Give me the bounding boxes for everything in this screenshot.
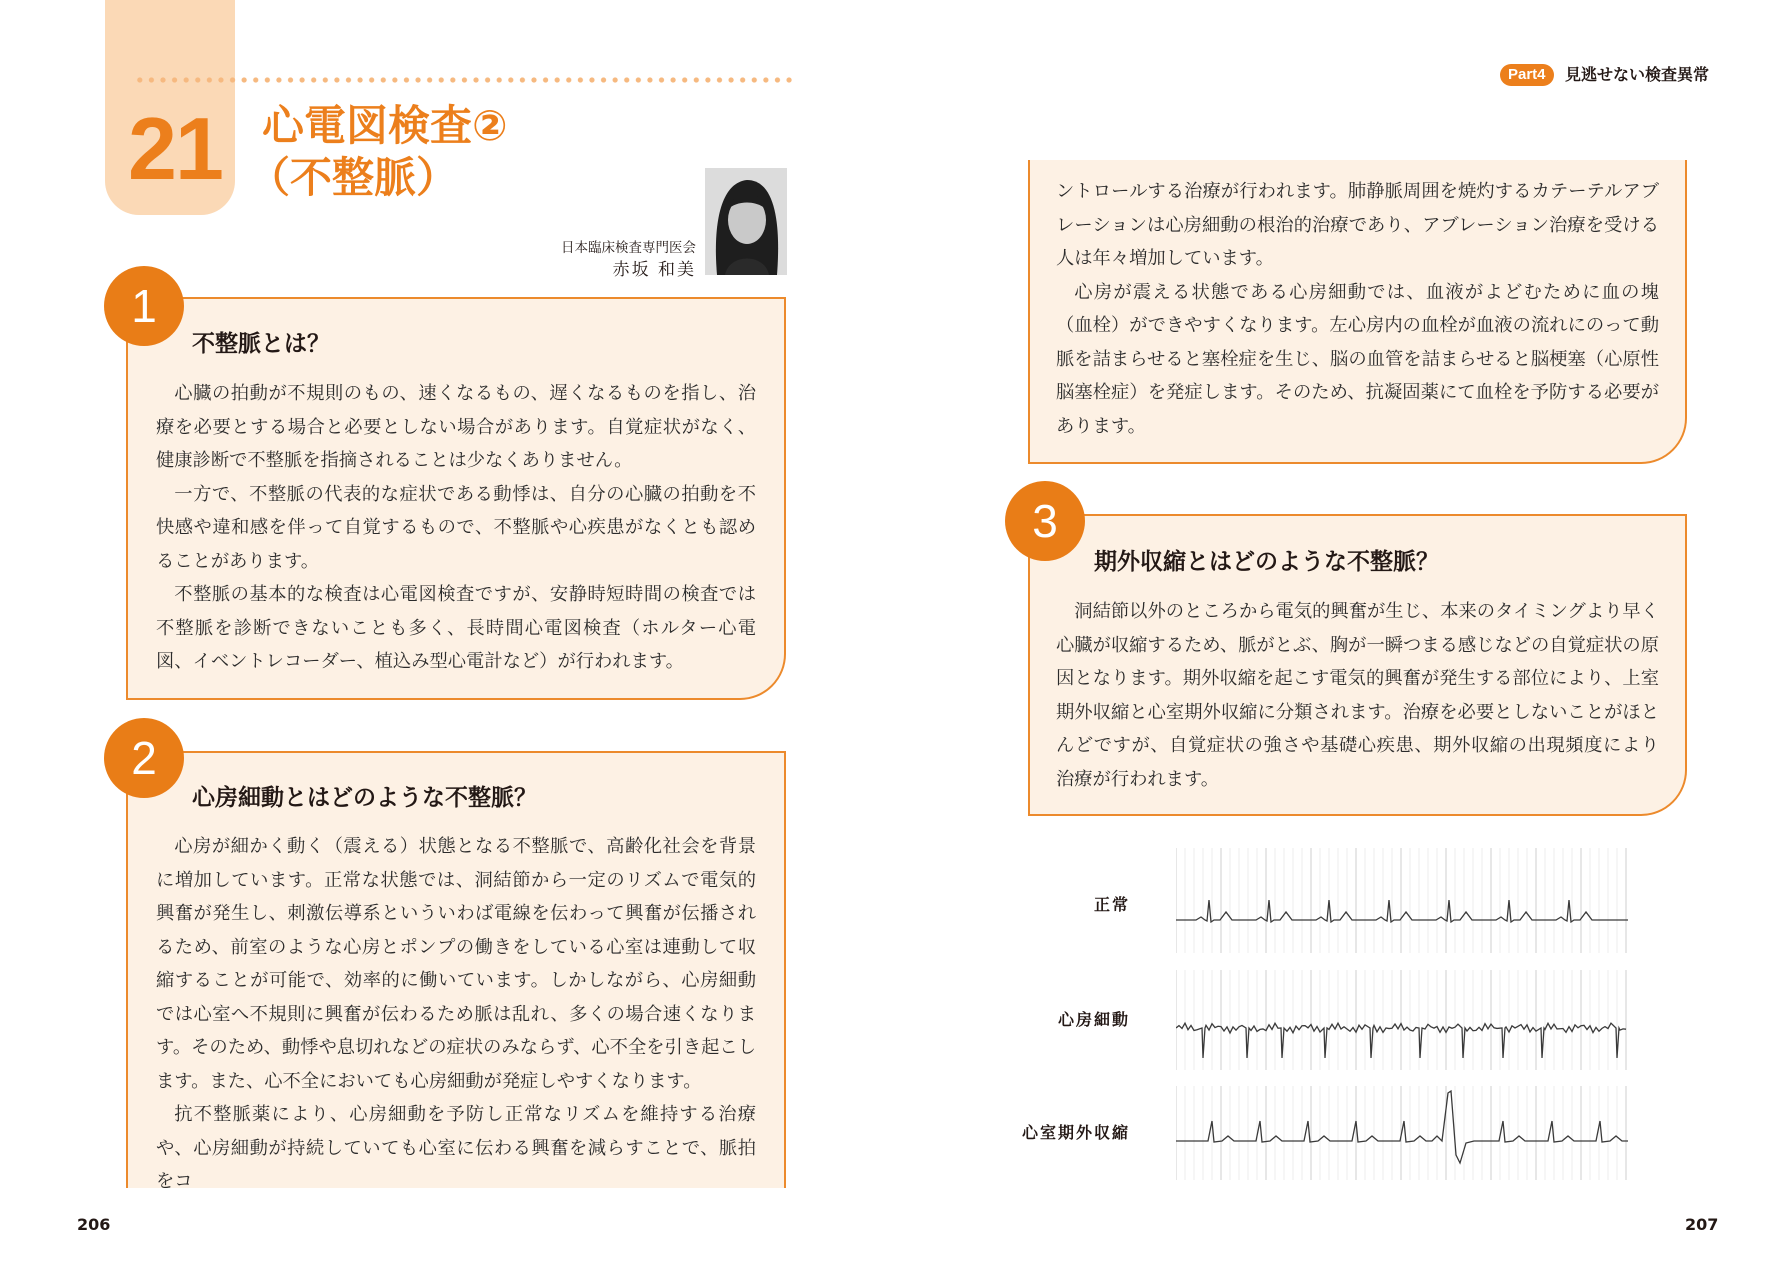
paragraph: 一方で、不整脈の代表的な症状である動悸は、自分の心臓の拍動を不快感や違和感を伴って自覚するもので、不整脈や心疾患がなくとも認めることがあります。 — [156, 483, 756, 572]
paragraph: 抗不整脈薬により、心房細動を予防し正常なリズムを維持する治療や、心房細動が持続していても心室に伝わる興奮を減らすことで、脈拍をコ — [156, 1104, 756, 1192]
paragraph: 不整脈の基本的な検査は心電図検査ですが、安静時短時間の検査では不整脈を診断できないことも多く、長時間心電図検査（ホルター心電図、イベントレコーダー、植込み型心電計など）が行われます。 — [156, 584, 756, 672]
ecg-waveform — [1176, 900, 1628, 922]
chapter-title — [248, 100, 508, 204]
section-3-number: 3 — [1005, 481, 1085, 561]
section-2-body — [156, 830, 756, 1199]
paragraph: ントロールする治療が行われます。肺静脈周囲を焼灼するカテーテルアブレーションは心房細動の根治的治療であり、アブレーション治療を受ける人は年々増加しています。 — [1056, 181, 1659, 269]
section-1-body — [156, 377, 756, 679]
section-1-heading: 不整脈とは？ — [192, 331, 330, 357]
page-number-right: 207 — [1685, 1215, 1719, 1234]
chapter-number: 21 — [128, 99, 222, 198]
title-line-2: （不整脈） — [248, 153, 459, 202]
paragraph: 心臓の拍動が不規則のもの、速くなるもの、遅くなるものを指し、治療を必要とする場合と必要としない場合があります。自覚症状がなく、健康診断で不整脈を指摘されることは少なくありません。 — [156, 383, 756, 471]
author-affiliation: 日本臨床検査専門医会 — [561, 240, 696, 256]
section-3-heading: 期外収縮とはどのような不整脈？ — [1094, 549, 1439, 575]
section-2-continued-body — [1056, 175, 1659, 443]
page-number-left: 206 — [77, 1215, 111, 1234]
dotted-divider — [134, 77, 794, 83]
ecg-waveform — [1176, 1091, 1628, 1163]
author-name: 赤坂 和美 — [612, 260, 696, 280]
paragraph: 心房が震える状態である心房細動では、血液がよどむために血の塊（血栓）ができやすくなります。左心房内の血栓が血液の流れにのって動脈を詰まらせると塞栓症を生じ、脳の血管を詰まらせると脳梗塞（心原性脳塞栓症）を発症します。そのため、抗凝固薬にて血栓を予防する必要があります。 — [1056, 281, 1659, 437]
ecg-strip-grid — [1176, 970, 1626, 1070]
ecg-figure — [1176, 848, 1628, 1180]
section-2-heading: 心房細動とはどのような不整脈？ — [192, 785, 537, 811]
part-title: 見逃せない検査異常 — [1565, 65, 1710, 84]
title-line-1: 心電図検査② — [262, 101, 508, 150]
paragraph: 心房が細かく動く（震える）状態となる不整脈で、高齢化社会を背景に増加しています。正常な状態では、洞結節から一定のリズムで電気的興奮が発生し、刺激伝導系といういわば電線を伝わって興奮が伝播されるため、前室のような心房とポンプの働きをしている心室は連動して収縮することが可能で、効率的に働いています。しかしながら、心房細動では心室へ不規則に興奮が伝わるため脈は乱れ、多くの場合速くなります。そのため、動悸や息切れなどの症状のみならず、心不全を引き起こします。また、心不全においても心房細動が発症しやすくなります。 — [156, 836, 756, 1092]
section-3-body — [1056, 595, 1659, 796]
part-badge: Part4 — [1500, 64, 1554, 86]
ecg-label-pvc: 心室期外収縮 — [1021, 1123, 1130, 1142]
paragraph: 洞結節以外のところから電気的興奮が生じ、本来のタイミングより早く心臓が収縮するため、脈がとぶ、胸が一瞬つまる感じなどの自覚症状の原因となります。期外収縮を起こす電気的興奮が発生する部位により、上室期外収縮と心室期外収縮に分類されます。治療を必要としないことがほとんどですが、自覚症状の強さや基礎心疾患、期外収縮の出現頻度により治療が行われます。 — [1056, 601, 1659, 790]
ecg-strip-grid — [1176, 848, 1626, 953]
section-1-number: 1 — [104, 266, 184, 346]
ecg-label-normal: 正常 — [1093, 895, 1130, 914]
ecg-label-af: 心房細動 — [1057, 1010, 1130, 1029]
author-photo — [705, 168, 787, 275]
section-2-number: 2 — [104, 718, 184, 798]
